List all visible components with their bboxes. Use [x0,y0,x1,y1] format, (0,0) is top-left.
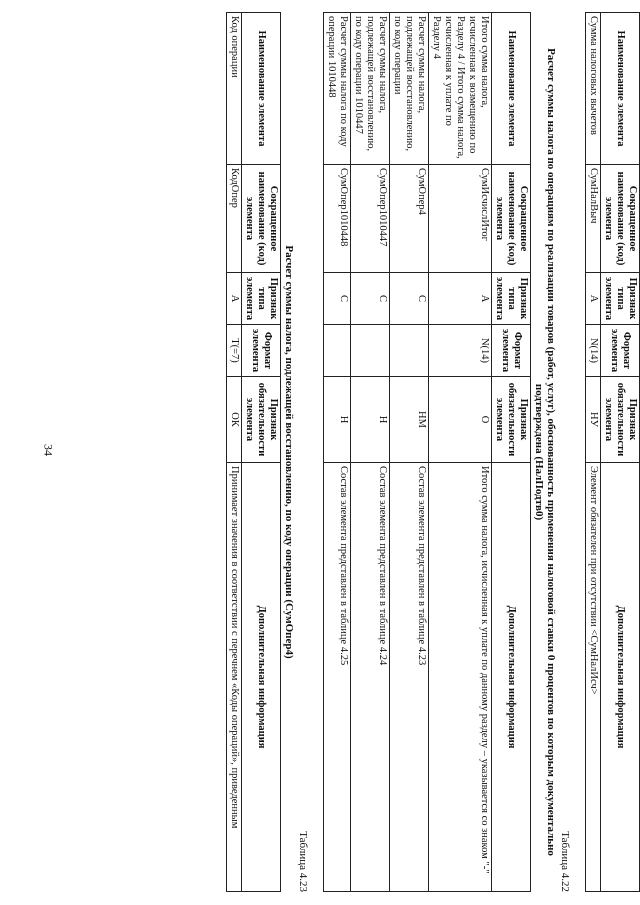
table-title: Расчет суммы налога по операциям по реализации товаров (работ, услуг), обоснованность применения налоговой ставки 0 процентов по которым документально подтверждена (НалПодтв0) [533,48,557,856]
header-cell: Признак типа элемента [601,273,640,325]
table-cell: T(=7) [227,325,242,377]
table-cell: Код операции [227,13,242,165]
table-continued [585,12,640,892]
table-cell: Итого сумма налога, исчисленная к уплате по данному разделу – указывается со знаком "-" [429,463,492,892]
table-cell: НУ [586,377,601,463]
table-row [390,13,429,892]
table-cell [390,325,429,377]
table-cell: Н [351,377,390,463]
table-cell: Расчет суммы налога, подлежащей восстановлению, по коду операции 1010447 [351,13,390,165]
header-cell: Наименование элемента [492,13,531,165]
table-cell: Расчет суммы налога, подлежащей восстановлению, по коду операции [390,13,429,165]
header-cell: Признак обязательности элемента [492,377,531,463]
header-cell: Дополнительная информация [242,463,281,892]
header-cell: Признак типа элемента [242,273,281,325]
header-cell: Сокращенное наименование (код) элемента [492,165,531,273]
header-cell: Формат элемента [601,325,640,377]
table-cell [351,325,390,377]
table-cell: А [586,273,601,325]
header-cell: Признак типа элемента [492,273,531,325]
table-cell: СумОпер1010447 [351,165,390,273]
table-cell: СумОпер1010448 [324,165,351,273]
table-header-row [601,13,640,892]
header-cell: Наименование элемента [601,13,640,165]
table-4-23-block [226,12,309,892]
table-cell: Итого сумма налога, исчисленная к возмещению по Разделу 4 / Итого сумма налога, исчисленная к уплате по Разделу 4 [429,13,492,165]
header-cell: Сокращенное наименование (код) элемента [601,165,640,273]
table-cell: С [390,273,429,325]
table-row [324,13,351,892]
table-cell: С [351,273,390,325]
table-cell: ОК [227,377,242,463]
header-cell: Сокращенное наименование (код) элемента [242,165,281,273]
header-cell: Дополнительная информация [492,463,531,892]
table-4-23 [226,12,281,892]
table-row [429,13,492,892]
table-cell: Расчет суммы налога по коду операции 1010448 [324,13,351,165]
document-sheet [80,12,640,892]
table-row [351,13,390,892]
table-cell: СумИсчислИтог [429,165,492,273]
table-cell: Состав элемента представлен в таблице 4.25 [324,463,351,892]
table-cell: Состав элемента представлен в таблице 4.24 [351,463,390,892]
table-cell: Принимает значения в соответствии с перечнем «Коды операций», приведенным [227,463,242,892]
table-row [586,13,601,892]
table-cell: Элемент обязателен при отсутствии <СумНалИсч> [586,463,601,892]
header-cell: Формат элемента [242,325,281,377]
table-cell: Н [324,377,351,463]
table-title: Расчет суммы налога, подлежащей восстановлению, по коду операции (СумОпер4) [283,245,295,659]
header-cell: Дополнительная информация [601,463,640,892]
header-cell: Формат элемента [492,325,531,377]
table-cell [324,325,351,377]
table-cell: А [429,273,492,325]
table-cell: СумНалВыч [586,165,601,273]
table-cell: С [324,273,351,325]
table-caption: Таблица 4.23 [297,831,309,892]
table-cell: Состав элемента представлен в таблице 4.23 [390,463,429,892]
table-continued-block [585,12,640,892]
header-cell: Наименование элемента [242,13,281,165]
table-cell: КодОпер [227,165,242,273]
table-cell: НМ [390,377,429,463]
table-cell: А [227,273,242,325]
page-number: 34 [41,444,56,456]
table-cell: N(14) [586,325,601,377]
table-cell: О [429,377,492,463]
table-4-22-block [323,12,571,892]
table-header-row [242,13,281,892]
table-caption: Таблица 4.22 [559,831,571,892]
header-cell: Признак обязательности элемента [601,377,640,463]
table-cell: СумОпер4 [390,165,429,273]
table-cell: Сумма налоговых вычетов [586,13,601,165]
header-cell: Признак обязательности элемента [242,377,281,463]
table-row [227,13,242,892]
table-4-22 [323,12,531,892]
table-cell: N(14) [429,325,492,377]
table-header-row [492,13,531,892]
